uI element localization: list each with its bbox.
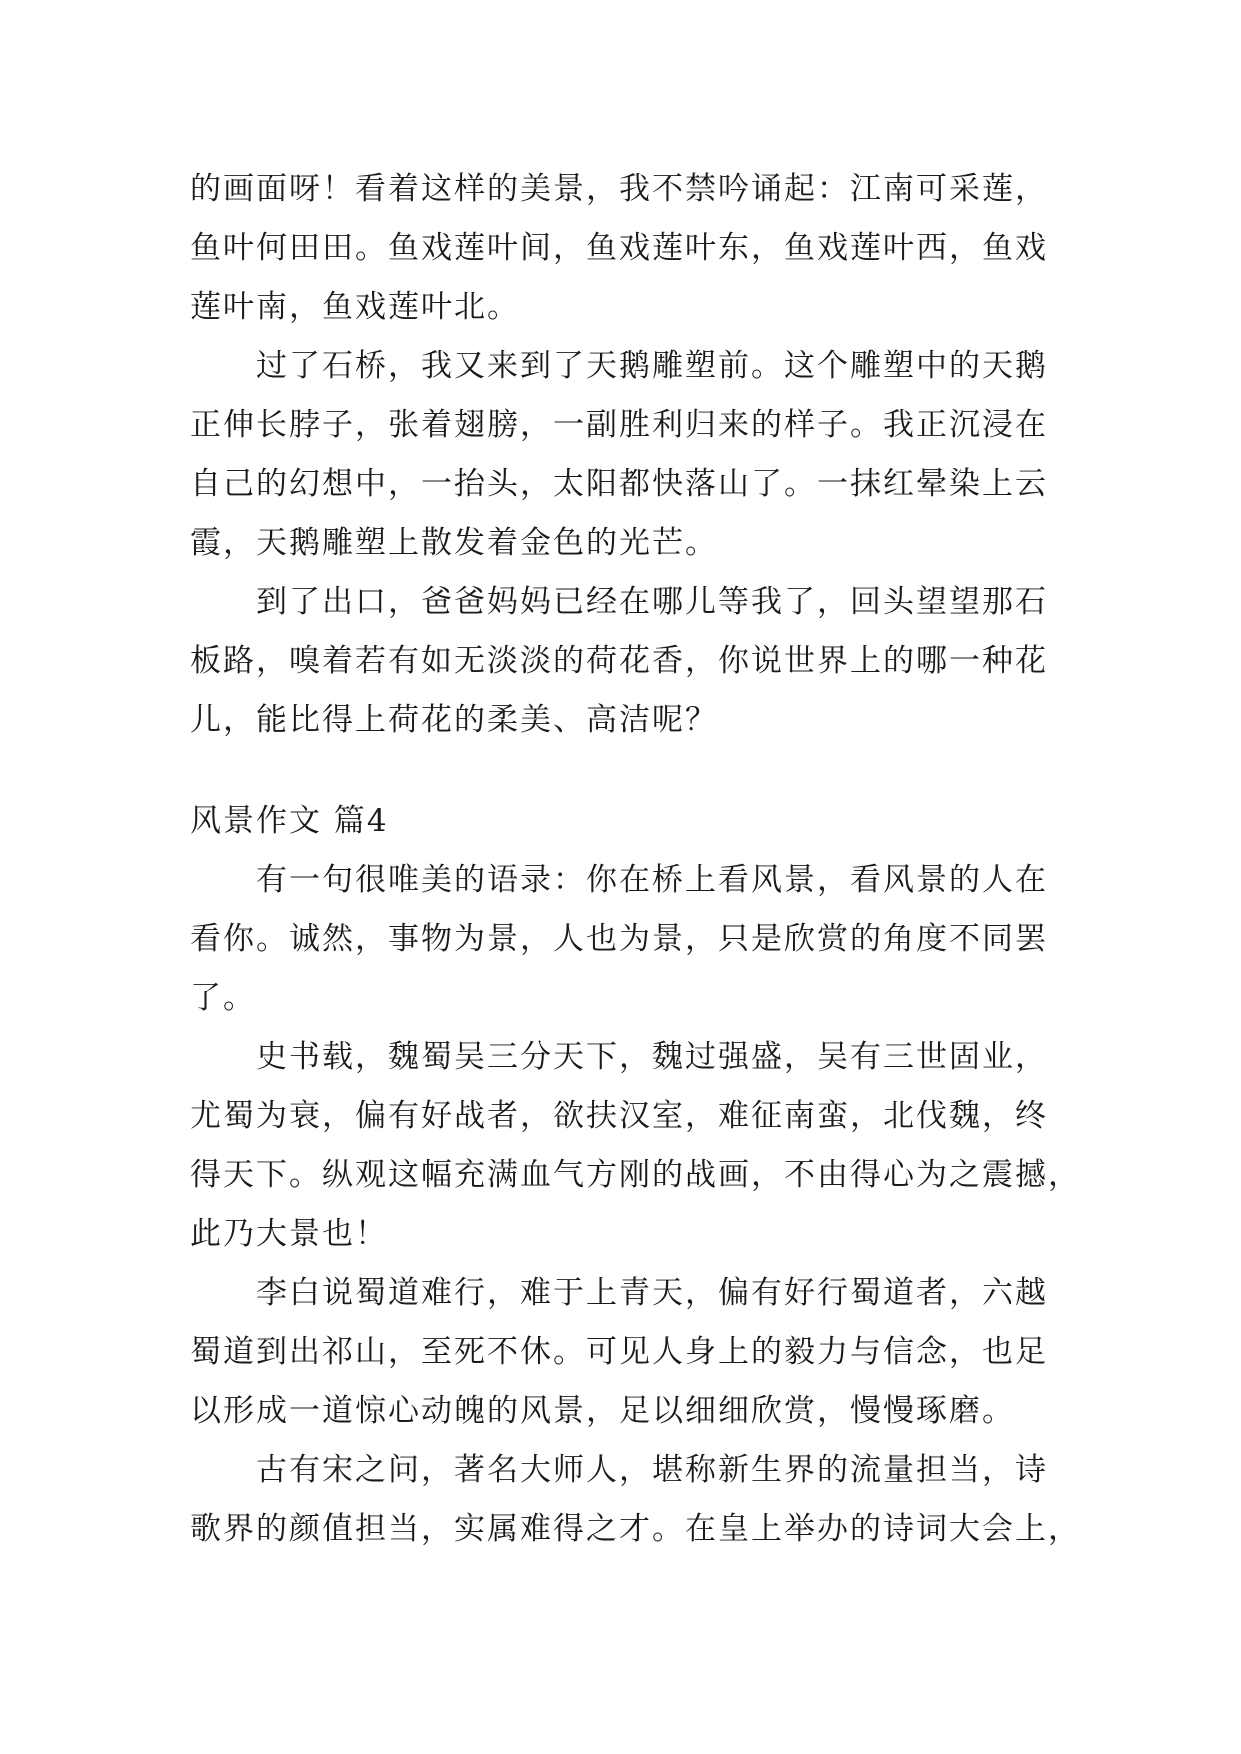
text-line: 到了出口，爸爸妈妈已经在哪儿等我了，回头望望那石 xyxy=(256,584,1048,620)
section-heading: 风景作文 篇4 xyxy=(190,803,389,839)
text-line: 板路，嗅着若有如无淡淡的荷花香，你说世界上的哪一种花 xyxy=(190,643,1048,679)
section-gap xyxy=(190,750,1060,792)
text-line: 史书载，魏蜀吴三分天下，魏过强盛，吴有三世固业， xyxy=(256,1039,1048,1075)
text-line: 以形成一道惊心动魄的风景，足以细细欣赏，慢慢琢磨。 xyxy=(190,1393,1015,1429)
paragraph-song xyxy=(190,1441,1081,1559)
text-line: 儿，能比得上荷花的柔美、高洁呢？ xyxy=(190,702,718,738)
text-line: 了。 xyxy=(190,980,256,1016)
text-line: 蜀道到出祁山，至死不休。可见人身上的毅力与信念，也足 xyxy=(190,1334,1048,1370)
text-line: 得天下。纵观这幅充满血气方刚的战画，不由得心为之震撼， xyxy=(190,1157,1081,1193)
text-line: 有一句很唯美的语录：你在桥上看风景，看风景的人在 xyxy=(256,862,1048,898)
essay-body xyxy=(190,160,1081,1559)
text-line: 过了石桥，我又来到了天鹅雕塑前。这个雕塑中的天鹅 xyxy=(256,348,1048,384)
text-line: 的画面呀！看着这样的美景，我不禁吟诵起：江南可采莲， xyxy=(190,171,1048,207)
text-line: 李白说蜀道难行，难于上青天，偏有好行蜀道者，六越 xyxy=(256,1275,1048,1311)
paragraph-history xyxy=(190,1028,1081,1264)
text-line: 此乃大景也！ xyxy=(190,1216,388,1252)
paragraph-swan xyxy=(190,337,1060,573)
paragraph-exit xyxy=(190,573,1060,750)
paragraph-libai xyxy=(190,1264,1060,1441)
paragraph-lotus-end xyxy=(190,160,1060,337)
text-line: 自己的幻想中，一抬头，太阳都快落山了。一抹红晕染上云 xyxy=(190,466,1048,502)
paragraph-quote xyxy=(190,851,1060,1028)
text-line: 鱼叶何田田。鱼戏莲叶间，鱼戏莲叶东，鱼戏莲叶西，鱼戏 xyxy=(190,230,1048,266)
text-line: 歌界的颜值担当，实属难得之才。在皇上举办的诗词大会上， xyxy=(190,1511,1081,1547)
text-line: 正伸长脖子，张着翅膀，一副胜利归来的样子。我正沉浸在 xyxy=(190,407,1048,443)
text-line: 看你。诚然，事物为景，人也为景，只是欣赏的角度不同罢 xyxy=(190,921,1048,957)
text-line: 霞，天鹅雕塑上散发着金色的光芒。 xyxy=(190,525,718,561)
text-line: 莲叶南，鱼戏莲叶北。 xyxy=(190,289,520,325)
text-line: 古有宋之问，著名大师人，堪称新生界的流量担当，诗 xyxy=(256,1452,1048,1488)
text-line: 尤蜀为衰，偏有好战者，欲扶汉室，难征南蛮，北伐魏，终 xyxy=(190,1098,1048,1134)
